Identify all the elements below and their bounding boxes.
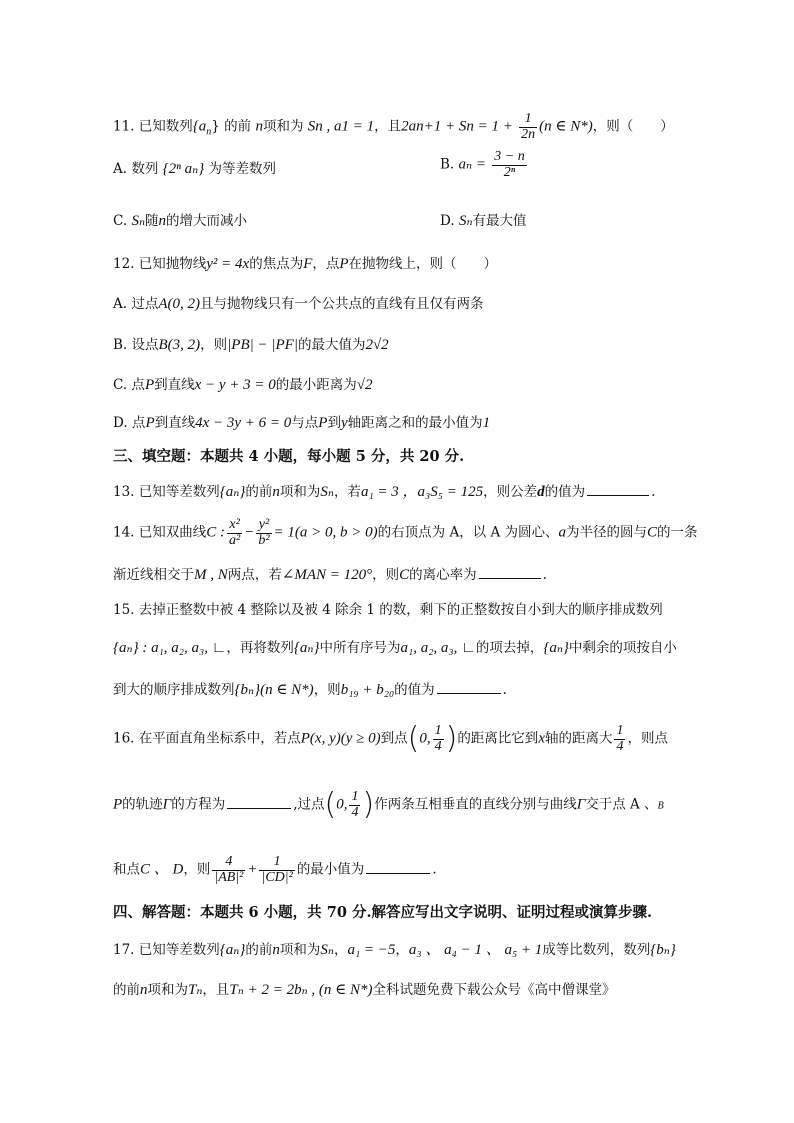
q17-text-5: ，	[395, 942, 409, 958]
q14-line-2-text-3: ，则	[372, 567, 400, 583]
q12-option-b-math: B(3, 2)	[158, 337, 201, 353]
q12-option-c-text-2: 的最小距离为	[275, 377, 357, 393]
q15-condition: (n ∈ N*)	[260, 682, 314, 698]
q16-line-2-point-x: 0,	[336, 796, 348, 813]
q15-expression: b₁₉ + b₂₀	[340, 682, 395, 698]
q17-text-6: 成等比数列，数列	[542, 942, 651, 958]
q16-answer-blank-2[interactable]	[366, 872, 430, 874]
section-3-heading: 三、填空题：本题共 4 小题，每小题 5 分，共 20 分.	[113, 448, 465, 465]
q11-option-c	[113, 214, 247, 229]
q16-line-3-text-2: ，则	[183, 861, 211, 878]
q16-P: P(x, y)(y ≥ 0)	[300, 730, 381, 747]
q11-option-a-math: {2ⁿ aₙ}	[162, 161, 205, 177]
q12-end: 在抛物线上，则（ ）	[348, 256, 498, 272]
q12-option-a-math: A(0, 2)	[158, 296, 200, 312]
q14-text-2: 的右顶点为 A，以 A 为圆心、	[377, 524, 559, 541]
q14-C: C :	[206, 524, 226, 541]
q15-line-2-text-3: 的项去掉，	[475, 640, 544, 656]
q16-CD: C 、 D	[140, 861, 184, 878]
q12-option-d-text: 到直线	[154, 415, 196, 431]
q11-equation: 2an+1 + Sn = 1 +	[401, 118, 513, 135]
q16-fraction-cd: $\frac{1}{\text{|CD|²}}$	[261, 854, 293, 885]
q15-b-seq: {bₙ}	[234, 682, 261, 698]
q11-option-d	[440, 214, 527, 229]
q11-end: ，则（ ）	[592, 118, 674, 135]
q14-MN: M , N	[194, 567, 228, 583]
q11-option-b-fraction: $\frac{3 - n}{\text{2ⁿ}}$	[494, 149, 525, 180]
q14-condition: = 1(a > 0, b > 0)	[273, 524, 378, 541]
q11-option-b-lhs: aₙ =	[458, 156, 486, 173]
q12-text-3: ，点	[312, 256, 340, 272]
q11-option-d-math: Sₙ	[458, 213, 473, 229]
q16-line-1: 16. 在平面直角坐标系中，若点P(x, y)(y ≥ 0)到点(0, $\frac{1}{4}$ )的距离比它到x轴的距离大 $\frac{1}{4}$ ，则点	[113, 721, 668, 757]
q12-text-2: 的焦点为	[249, 256, 304, 272]
q15-seq-3: {aₙ}	[543, 640, 569, 656]
q16-text-5: ，则点	[627, 730, 668, 747]
q12-option-d-P-2: P	[318, 415, 328, 431]
q16-line-3-text: 和点	[113, 861, 140, 878]
q12-option-a-label: A. 过点	[113, 296, 159, 312]
q16-line-2-P: P	[113, 796, 123, 813]
q17-line-2-text: 的前	[113, 982, 140, 998]
q16-line-2-text-3: ,过点	[293, 796, 325, 813]
q14-fraction-x: $\frac{\text{x²}}{\text{a²}}$	[229, 517, 241, 548]
q12-option-d-text-2: 与点	[291, 415, 319, 431]
q12-option-d	[113, 416, 490, 431]
q12-text: 12. 已知抛物线	[113, 256, 207, 272]
q16-distance-fraction: $\frac{1}{4}$	[616, 723, 624, 754]
q14-line-1	[113, 518, 698, 548]
q13-Sn: Sₙ	[320, 484, 334, 500]
q15-seq: {aₙ} : a₁, a₂, a₃, ∟	[113, 640, 227, 656]
q11-n: n	[255, 118, 263, 135]
q17-line-2-end: 全科试题免费下载公众号《高中僧课堂》	[372, 982, 616, 998]
q17-equation: Tₙ + 2 = 2bₙ , (n ∈ N*)	[229, 982, 373, 998]
q16-line-2-point-fraction: $\frac{1}{4}$	[351, 789, 359, 820]
q14-period: .	[542, 567, 547, 583]
q11-option-b-label: B.	[440, 156, 455, 173]
q17-n: n	[272, 942, 280, 958]
q16-point-fraction: $\frac{1}{4}$	[434, 723, 442, 754]
q14-line-2-text: 渐近线相交于	[113, 567, 194, 583]
q11-option-c-math: Sₙ	[131, 213, 146, 229]
q11-option-c-text: 随	[145, 213, 159, 229]
q13-text: 13. 已知等差数列	[113, 484, 220, 500]
q16-text-4: 轴的距离大	[544, 730, 613, 747]
q14-C-2: C	[647, 524, 658, 541]
q17-line-2-n: n	[140, 982, 148, 998]
q17-text-3: 项和为	[279, 942, 321, 958]
q13-text-3: 项和为	[279, 484, 321, 500]
q13-text-5: ，则公差	[483, 484, 538, 500]
q12-P: P	[339, 256, 349, 272]
q11-text-4: ，且	[374, 118, 402, 135]
q17-line-1	[113, 943, 676, 958]
q16-line-3	[113, 855, 437, 885]
q14-minus: −	[244, 524, 255, 541]
q13-answer-blank[interactable]	[587, 494, 649, 496]
q11-sum-math: Sn , a1 = 1	[307, 118, 375, 135]
q15-line-2-end: 中剩余的项按自小	[568, 640, 677, 656]
q14-text: 14. 已知双曲线	[113, 524, 207, 541]
q11-text-3: 项和为	[262, 118, 304, 135]
q17-terms: a₃ 、 a₄ − 1 、 a₅ + 1	[408, 942, 543, 958]
q11-seq: {a	[192, 118, 207, 135]
q15-line-3	[113, 683, 507, 698]
q16-plus: +	[247, 861, 258, 878]
q12-stem	[113, 257, 497, 272]
q11-fraction: $\frac{1}{2n}$	[521, 111, 536, 142]
q13-text-4: ，若	[333, 484, 361, 500]
q16-line-2-text-4: 作两条互相垂直的直线分别与曲线	[374, 796, 577, 813]
q12-math: y² = 4x	[206, 256, 250, 272]
q14-angle: ∠MAN = 120°	[281, 567, 373, 583]
q15-line-3-end: 的值为	[394, 682, 435, 698]
q15-line-2	[113, 641, 677, 656]
q12-option-c-text: 到直线	[154, 377, 195, 393]
q16-line-2: P的轨迹Γ的方程为 ,过点(0, $\frac{1}{4}$ )作两条互相垂直的直线分别与曲线Γ交于点 A 、B	[113, 787, 664, 823]
q12-option-c-math: x − y + 3 = 0	[194, 377, 276, 393]
q11-option-a-text: 为等差数列	[208, 161, 276, 177]
q17-seq: {aₙ}	[219, 942, 246, 958]
q12-option-d-text-4: 轴距离之和的最小值为	[347, 415, 483, 431]
q13-seq: {aₙ}	[219, 484, 246, 500]
q17-line-2-text-3: ，且	[202, 982, 230, 998]
q12-option-c	[113, 378, 373, 393]
q17-b-seq: {bₙ}	[650, 942, 676, 958]
q12-option-d-text-3: 到	[327, 415, 341, 431]
q11-text-2: } 的前	[211, 118, 252, 135]
q12-option-d-y: y	[340, 415, 348, 431]
q14-line-2-text-2: 两点，若	[227, 567, 282, 583]
q12-option-a-text: 且与抛物线只有一个公共点的直线有且仅有两条	[200, 296, 484, 312]
q16-x: x	[538, 730, 545, 747]
q17-text-2: 的前	[245, 942, 273, 958]
q16-text: 16. 在平面直角坐标系中，若点	[113, 730, 301, 747]
q15-line-3-text: 到大的顺序排成数列	[113, 682, 235, 698]
q11-option-c-label: C.	[113, 213, 128, 229]
q15-seq-2: {aₙ}	[293, 640, 320, 656]
q12-option-c-value: √2	[356, 377, 373, 393]
q17-line-2	[113, 983, 616, 998]
q16-gamma-2: Γ	[576, 796, 586, 813]
q14-fraction-y: $\frac{\text{y²}}{\text{b²}}$	[258, 517, 270, 548]
q12-option-b-text: ，则	[200, 337, 228, 353]
q15-answer-blank[interactable]	[437, 692, 501, 694]
q17-line-2-text-2: 项和为	[147, 982, 188, 998]
q13-text-2: 的前	[245, 484, 273, 500]
q14-line-2	[113, 568, 547, 583]
q16-text-2: 到点	[380, 730, 408, 747]
q11-option-d-label: D.	[440, 213, 455, 229]
q16-period: .	[432, 861, 437, 878]
q12-option-b-math-2: |PB| − |PF|	[227, 337, 298, 353]
q17-text-4: ，	[333, 942, 348, 958]
q12-option-b	[113, 338, 389, 353]
q11-option-a-label: A. 数列	[113, 161, 159, 177]
q15-index-seq: a₁, a₂, a₃, ∟	[400, 640, 476, 656]
q13-d: d	[537, 484, 545, 500]
section-4-heading: 四、解答题：本题共 6 小题，共 70 分.解答应写出文字说明、证明过程或演算步骤.	[113, 904, 653, 921]
q12-option-c-P: P	[144, 377, 155, 393]
q11-stem: 11. 已知数列$\{a_n\}$ 的前 n项和为 Sn , a1 = 1，且2an+1 + Sn = 1 + $\frac{1}{2n}$ (n ∈ N*)，则（ ）	[113, 111, 674, 142]
q12-option-d-label: D. 点	[113, 415, 146, 431]
q14-text-4: 的一条	[657, 524, 698, 541]
q12-option-b-text-2: 的最大值为	[297, 337, 366, 353]
q12-option-a	[113, 297, 484, 312]
q16-line-2-text: 的轨迹	[122, 796, 163, 813]
q15-line-2-text: ，再将数列	[226, 640, 294, 656]
q12-option-b-value: 2√2	[365, 337, 389, 353]
q11-option-b	[440, 150, 529, 180]
q15-line-3-text-2: ，则	[313, 682, 341, 698]
q16-B: B	[657, 800, 664, 812]
q12-option-d-value: 1	[482, 415, 491, 431]
q17-Tn: Tₙ	[188, 982, 203, 998]
q12-option-c-label: C. 点	[113, 377, 145, 393]
q13-n: n	[272, 484, 280, 500]
q14-text-3: 为半径的圆与	[566, 524, 648, 541]
q16-gamma: Γ	[162, 796, 172, 813]
q12-option-d-math: 4x − 3y + 6 = 0	[195, 415, 292, 431]
q11-option-d-text: 有最大值	[472, 213, 527, 229]
q16-line-2-text-2: 的方程为	[171, 796, 226, 813]
q13-end: 的值为	[544, 484, 586, 500]
q12-F: F	[303, 256, 313, 272]
q17-Sn: Sₙ	[320, 942, 334, 958]
q17-text: 17. 已知等差数列	[113, 942, 220, 958]
q14-C-3: C	[399, 567, 410, 583]
q17-a1: a₁ = −5	[347, 942, 396, 958]
q11-option-c-text-2: 的增大而减小	[166, 213, 248, 229]
q14-answer-blank[interactable]	[479, 577, 541, 579]
q16-point-x: 0,	[419, 730, 431, 747]
q11-condition: (n ∈ N*)	[539, 118, 593, 135]
q15-line-1: 15. 去掉正整数中被 4 整除以及被 4 除余 1 的数，剩下的正整数按自小到大的顺序排成数列	[113, 602, 663, 618]
q15-period: .	[502, 682, 507, 698]
q13	[113, 485, 655, 500]
q16-text-3: 的距离比它到	[457, 730, 539, 747]
q14-line-2-end: 的离心率为	[409, 567, 477, 583]
q11-option-c-n: n	[158, 213, 167, 229]
q15-line-2-text-2: 中所有序号为	[319, 640, 401, 656]
q11-option-a	[113, 162, 276, 177]
q16-fraction-ab: $\frac{4}{\text{|AB|²}}$	[214, 854, 244, 885]
q16-line-2-end: 交于点 A 、	[585, 796, 658, 813]
q14-a: a	[558, 524, 567, 541]
q12-option-d-P: P	[145, 415, 155, 431]
q13-condition: a₁ = 3 ，a₃S₅ = 125	[360, 484, 484, 500]
q12-option-b-label: B. 设点	[113, 337, 159, 353]
q16-answer-blank-1[interactable]	[227, 807, 291, 809]
q13-period: .	[651, 484, 656, 500]
q16-line-3-end: 的最小值为	[296, 861, 365, 878]
q11-text: 11. 已知数列	[113, 118, 193, 135]
